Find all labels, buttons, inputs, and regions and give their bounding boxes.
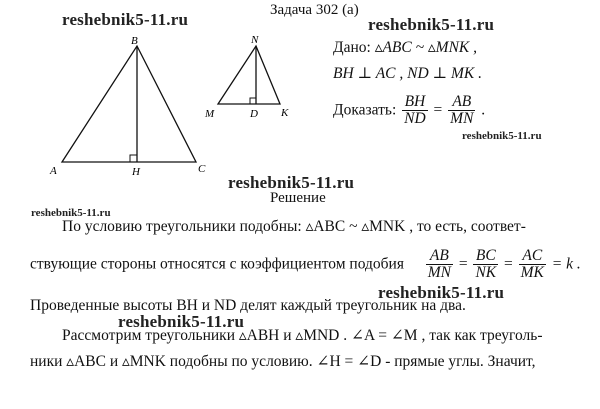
prove-label: Доказать: <box>333 101 397 119</box>
solution-p1-line1: По условию треугольники подобны: ▵ABC ~ ▵MNK , то есть, соответ- <box>62 218 526 235</box>
ratio-f2-den: NK <box>475 264 497 281</box>
solution-heading: Решение <box>270 190 326 206</box>
watermark-small-right: reshebnik5-11.ru <box>462 130 542 142</box>
prove-rhs-den: MN <box>450 110 474 127</box>
ratio-f2-num: BC <box>473 248 498 265</box>
prove-fraction-right <box>448 94 475 127</box>
watermark-top-right: reshebnik5-11.ru <box>368 15 495 34</box>
given-perpendicular: BH ⊥ AC , ND ⊥ MK . <box>333 65 482 82</box>
watermark-lower-left: reshebnik5-11.ru <box>118 312 245 331</box>
label-d: D <box>250 108 258 120</box>
ratio-f3-num: AC <box>519 248 546 265</box>
label-b: B <box>131 35 138 47</box>
prove-end: . <box>481 101 486 119</box>
prove-line <box>333 94 485 127</box>
watermark-middle: reshebnik5-11.ru <box>228 173 355 192</box>
prove-eq: = <box>433 101 443 119</box>
triangle-mnk <box>218 46 280 104</box>
label-m: M <box>205 108 215 120</box>
label-k: K <box>281 107 289 119</box>
right-angle-d <box>250 98 256 104</box>
ratio-fraction-3 <box>519 248 546 281</box>
watermark-small-left: reshebnik5-11.ru <box>31 207 111 219</box>
watermark-top-left: reshebnik5-11.ru <box>62 10 189 29</box>
ratio-fraction-2 <box>473 248 498 281</box>
label-a: A <box>50 165 57 177</box>
prove-fraction-left <box>402 94 428 127</box>
watermark-lower-right: reshebnik5-11.ru <box>378 283 505 302</box>
label-c: C <box>198 163 206 175</box>
label-h: H <box>132 166 140 178</box>
label-n: N <box>251 34 259 46</box>
prove-lhs-den: ND <box>404 110 426 127</box>
triangles-figure <box>0 0 320 190</box>
prove-lhs-num: BH <box>402 94 428 111</box>
given-line-1 <box>333 38 477 57</box>
prove-rhs-num: AB <box>448 94 475 111</box>
ratio-f1-den: MN <box>427 264 451 281</box>
ratio-fraction-1 <box>426 248 453 281</box>
ratio-f3-den: MK <box>520 264 544 281</box>
task-title: Задача 302 (а) <box>270 2 359 18</box>
solution-p3-line2: ники ▵ABC и ▵MNK подобны по условию. ∠H = ∠D - прямые углы. Значит, <box>30 353 536 370</box>
ratio-k: = k . <box>551 255 581 273</box>
ratio-intro: ствующие стороны относятся с коэффициентом подобия <box>30 255 404 273</box>
solution-p1-line2: ствующие стороны относятся с коэффициентом подобия $\frac{AB}{MN}$ = $\frac{BC}{NK}$ = $\frac{AC}{MK}$ = k . <box>30 247 581 281</box>
solution-p3-line1: Рассмотрим треугольники ▵ABH и ▵MND . ∠A = ∠M , так как треуголь- <box>62 327 543 344</box>
given-label: Дано: <box>333 39 371 56</box>
triangle-abc <box>62 46 196 162</box>
given-similarity: ▵ABC ~ ▵MNK , <box>374 39 477 56</box>
solution-p2: Проведенные высоты BH и ND делят каждый треугольник на два. <box>30 297 466 314</box>
ratio-f1-num: AB <box>426 248 453 265</box>
right-angle-h <box>130 155 137 162</box>
